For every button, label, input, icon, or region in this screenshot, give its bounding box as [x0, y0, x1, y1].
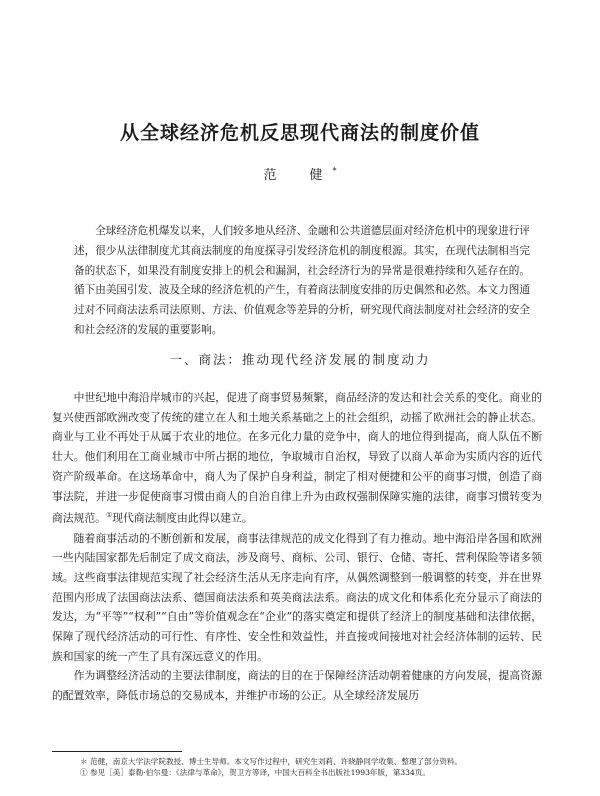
author-line	[0, 164, 600, 183]
body-paragraph: 作为调整经济活动的主要法律制度，商法的目的在于保障经济活动朝着健康的方向发展，提高资源的配置效率，降低市场总的交易成本，并维护市场的公正。从全球经济发展历	[52, 669, 542, 703]
footnote: ① 参见［美］泰勒·伯尔曼：《法律与革命》，贺卫方等译，中国大百科全书出版社1993年版，第334页。	[80, 768, 430, 777]
body-paragraph	[52, 388, 542, 529]
article-title: 从全球经济危机反思现代商法的制度价值	[119, 122, 480, 144]
footnote-ref: ①	[105, 511, 113, 520]
paragraph-text: 现代商法制度由此得以建立。	[112, 511, 253, 525]
paragraph-text: 中世纪地中海沿岸城市的兴起，促进了商事贸易频繁，商品经济的发达和社会关系的变化。商业的复兴使西部欧洲改变了传统的建立在人和土地关系基础之上的社会组织，动摇了欧洲社会的静止状态。商业与工业不再处于从属于农业的地位。在多元化力量的竞争中，商人的地位得到提高，商人队伍不断壮大。他们利用在工商业城市中所占据的地位，争取城市自治权，导致了以商人革命为实质内容的近代资产阶级革命。在这场革命中，商人为了保护自身利益，制定了相对便捷和公平的商事习惯，创造了商事法院，并进一步促使商事习惯由商人的自治自律上升为由政权强制保障实施的法律，商事习惯转变为商法规范。	[52, 391, 542, 525]
footnotes	[80, 756, 550, 778]
footnote-divider	[52, 751, 182, 752]
body-paragraph: 随着商事活动的不断创新和发展，商事法律规范的成文化得到了有力推动。地中海沿岸各国和欧洲一些内陆国家都先后制定了成文商法，涉及商号、商标、公司、银行、仓储、寄托、营利保险等诸多领域。这些商事法律规范实现了社会经济生活从无序走向有序，从偶然调整到一般调整的转变，并在世界范围内形成了法国商法法系、德国商法法系和英美商法法系。商法的成文化和体系化充分显示了商法的发达，为“平等”“权利”“自由”等价值观念在“企业”的落实奠定和提供了经济上的制度基础和法律依据，保障了现代经济活动的可行性、有序性、安全性和效益性，并直接或间接地对社会经济体制的运转、民族和国家的统一产生了具有深远意义的作用。	[52, 531, 542, 663]
footnote: ＊ 范健，南京大学法学院教授、博士生导师。本文写作过程中，研究生刘莉、许晓静同学收集、整理了部分资料。	[80, 757, 463, 766]
author-name: 范 健	[263, 168, 333, 183]
abstract: 全球经济危机爆发以来，人们较多地从经济、金融和公共道德层面对经济危机中的现象进行评述，很少从法律制度尤其商法制度的角度探寻引发经济危机的制度根源。其实，在现代法制相当完备的状态下，如果没有制度安排上的机会和漏洞，社会经济行为的异常是很难持续和久延存在的。循下由美国引发、波及全球的经济危机的产生，有着商法制度安排的历史偶然和必然。本文力图通过对不同商法法系司法原则、方法、价值观念等差异的分析，研究现代商法制度对社会经济的安全和社会经济的发展的重要影响。	[74, 225, 530, 336]
author-footnote-mark: *	[332, 166, 337, 176]
body-text	[52, 388, 542, 706]
section-heading: 一、商法：推动现代经济发展的制度动力	[169, 352, 431, 367]
